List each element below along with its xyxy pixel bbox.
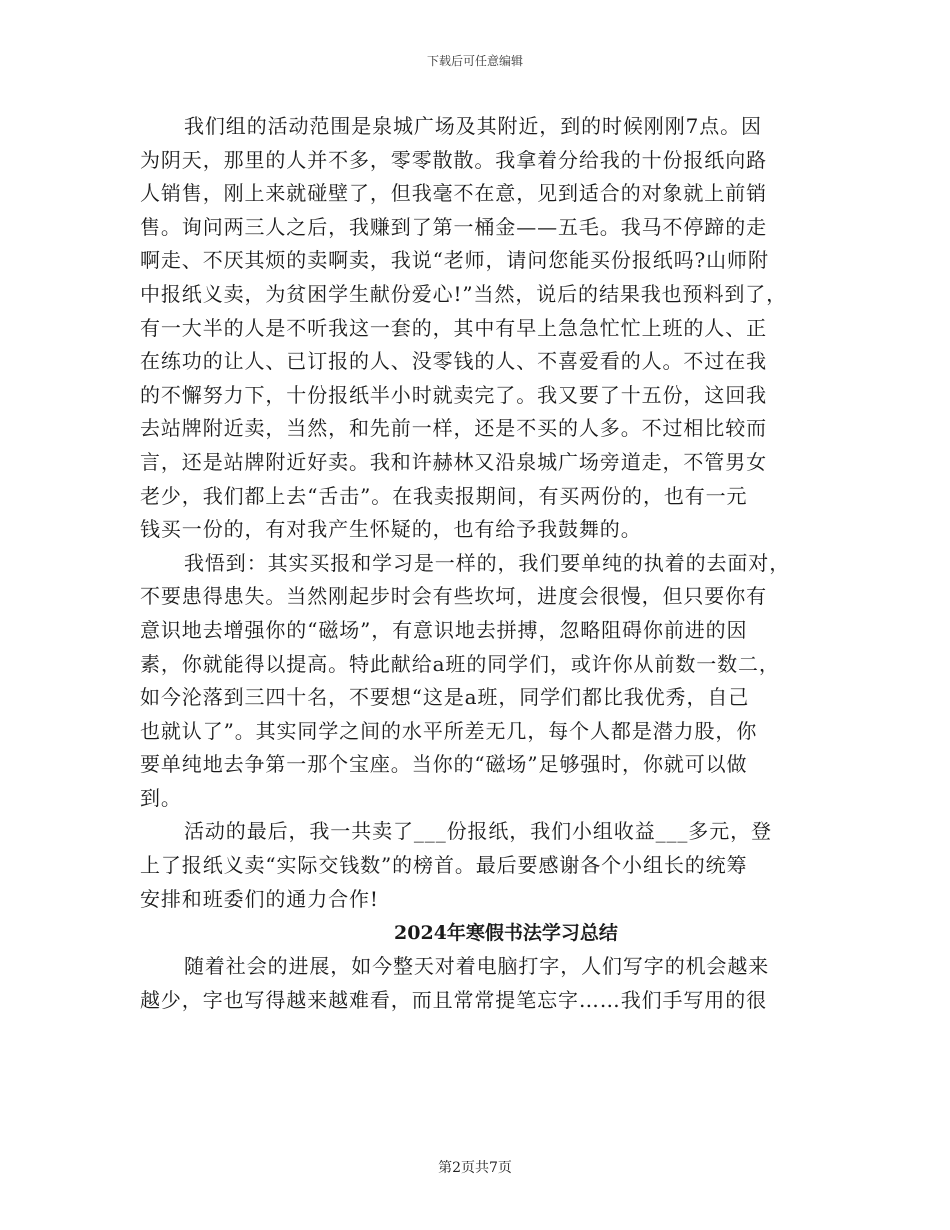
text-line: 去站牌附近卖，当然，和先前一样，还是不买的人多。不过相比较而	[140, 416, 767, 441]
text-line: 活动的最后，我一共卖了___份报纸，我们小组收益___多元，登	[184, 819, 772, 844]
text-line: 为阴天，那里的人并不多，零零散散。我拿着分给我的十份报纸向路	[140, 147, 767, 172]
paragraph-calligraphy-intro	[140, 950, 812, 1017]
paragraph-reflection	[140, 547, 812, 816]
page-footer: 第2页共7页	[438, 1160, 512, 1176]
section-title: 2024年寒假书法学习总结	[394, 922, 618, 945]
text-line: 钱买一份的，有对我产生怀疑的，也有给予我鼓舞的。	[140, 517, 642, 542]
text-line: 不要患得患失。当然刚起步时会有些坎坷，进度会很慢，但只要你有	[140, 584, 767, 609]
text-line: 要单纯地去争第一那个宝座。当你的“磁场”足够强时，你就可以做	[140, 752, 748, 777]
text-line: 我悟到：其实买报和学习是一样的，我们要单纯的执着的去面对，	[184, 550, 791, 575]
text-line: 老少，我们都上去“舌击”。在我卖报期间，有买两份的，也有一元	[140, 483, 748, 508]
text-line: 中报纸义卖，为贫困学生献份爱心!”当然，说后的结果我也预料到了，	[140, 281, 788, 306]
text-line: 啊走、不厌其烦的卖啊卖，我说“老师，请问您能买份报纸吗?山师附	[140, 248, 769, 273]
text-line: 越少，字也写得越来越难看，而且常常提笔忘字……我们手写用的很	[140, 987, 767, 1012]
text-line: 人销售，刚上来就碰壁了，但我毫不在意，见到适合的对象就上前销	[140, 181, 767, 206]
text-line: 我们组的活动范围是泉城广场及其附近，到的时候刚刚7点。因	[184, 114, 762, 138]
document-body	[140, 110, 812, 1017]
text-line: 也就认了”。其实同学之间的水平所差无几，每个人都是潜力股，你	[140, 718, 758, 743]
text-line: 随着社会的进展，如今整天对着电脑打字，人们写字的机会越来	[184, 954, 770, 979]
text-line: 素，你就能得以提高。特此献给a班的同学们，或许你从前数一数二，	[140, 651, 780, 676]
text-line: 上了报纸义卖“实际交钱数”的榜首。最后要感谢各个小组长的统筹	[140, 853, 748, 878]
text-line: 到。	[140, 785, 182, 810]
text-line: 在练功的让人、已订报的人、没零钱的人、不喜爱看的人。不过在我	[140, 349, 767, 374]
text-line: 售。询问两三人之后，我赚到了第一桶金——五毛。我马不停蹄的走	[140, 214, 767, 239]
paragraph-conclusion	[140, 815, 812, 916]
text-line: 的不懈努力下，十份报纸半小时就卖完了。我又要了十五份，这回我	[140, 382, 767, 407]
text-line: 意识地去增强你的“磁场”，有意识地去拼搏，忽略阻碍你前进的因	[140, 617, 748, 642]
text-line: 言，还是站牌附近好卖。我和许赫林又沿泉城广场旁道走，不管男女	[140, 449, 767, 474]
text-line: 有一大半的人是不听我这一套的，其中有早上急急忙忙上班的人、正	[140, 315, 767, 340]
text-line: 安排和班委们的通力合作!	[140, 886, 379, 911]
paragraph-newspaper-selling	[140, 110, 812, 547]
text-line: 如今沦落到三四十名，不要想“这是a班，同学们都比我优秀，自己	[140, 685, 750, 710]
page-header: 下载后可任意编辑	[426, 54, 523, 68]
